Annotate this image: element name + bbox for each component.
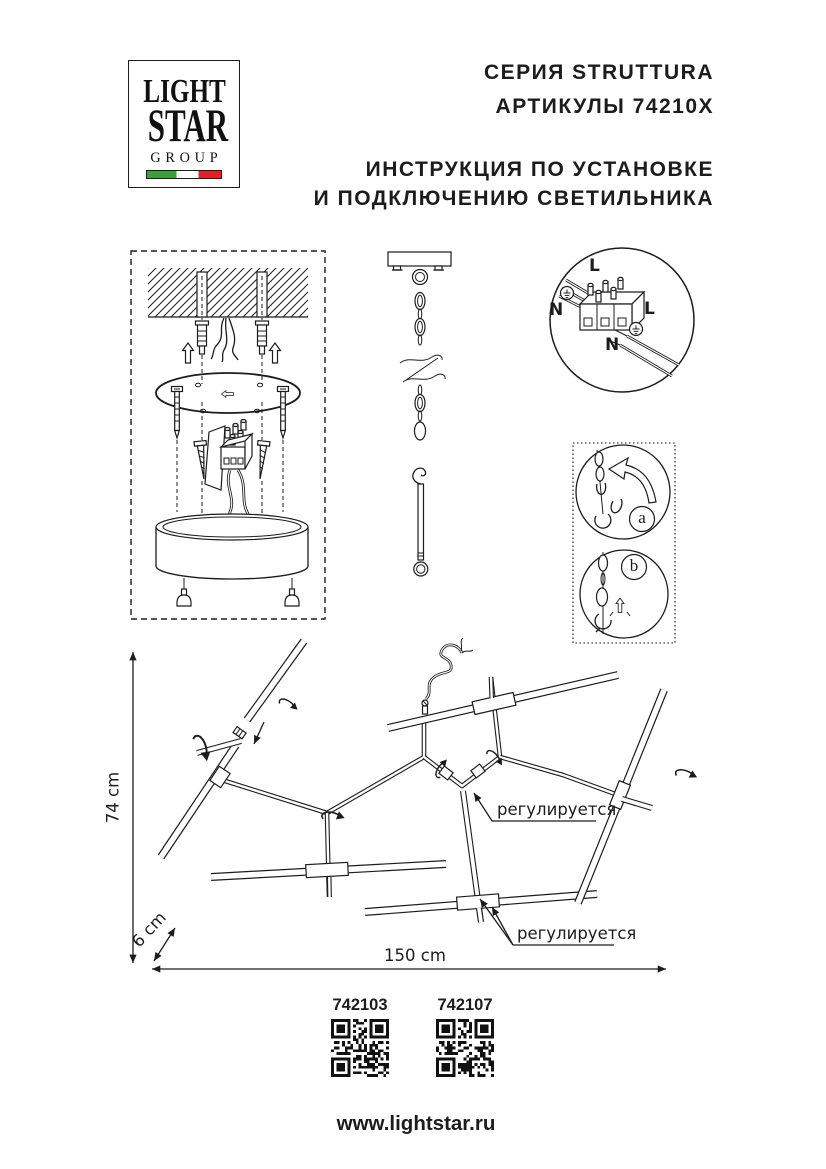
mount-screw (278, 387, 289, 439)
assembly-arrow-icon (254, 722, 264, 744)
insert-arrow-icon (183, 343, 194, 363)
detail-label-a: a (638, 508, 646, 527)
cap-nut (285, 578, 299, 606)
adjustable-label-1: регулируется (497, 800, 617, 819)
ceiling-wires (211, 318, 238, 362)
wall-anchor (256, 321, 269, 354)
rotate-icon (675, 765, 699, 783)
earth-symbol-icon (630, 323, 643, 336)
wire-label-l-left: L (589, 256, 600, 276)
lamp-rods (161, 641, 664, 912)
article-number: 742107 (437, 996, 493, 1014)
power-cord (426, 638, 473, 699)
qr-code-742107 (436, 1019, 494, 1077)
dimension-depth: 6 cm (128, 908, 170, 951)
chain-assembly-diagram (388, 252, 451, 576)
logo-word-group: GROUP (150, 150, 223, 166)
ceiling-mount-diagram (131, 251, 325, 619)
wire-label-n-left: N (549, 300, 564, 320)
doc-title-line1: ИНСТРУКЦИЯ ПО УСТАНОВКЕ (365, 158, 714, 181)
rotate-icon (278, 695, 300, 715)
article-series: АРТИКУЛЫ 74210X (495, 95, 714, 118)
adjustment-detail-a (576, 445, 670, 539)
wiring-detail (550, 248, 694, 392)
website-url: www.lightstar.ru (336, 1112, 496, 1135)
adjustment-details (573, 443, 675, 643)
wire-label-l-right: L (644, 299, 655, 319)
doc-title-line2: И ПОДКЛЮЧЕНИЮ СВЕТИЛЬНИКА (313, 187, 714, 210)
center-arrow-icon (221, 391, 233, 398)
adjustable-label-2: регулируется (517, 924, 637, 943)
dimension-height: 74 cm (103, 771, 123, 824)
earth-symbol-icon (561, 287, 574, 300)
logo-word-star: STAR (147, 100, 229, 152)
wire-label-n-right: N (605, 335, 620, 355)
series-title: СЕРИЯ STRUTTURA (483, 61, 714, 84)
article-number: 742103 (332, 996, 388, 1014)
canopy-screw (254, 440, 270, 479)
qr-code-742103 (331, 1019, 389, 1077)
suspension-rod (413, 468, 428, 576)
chain (400, 293, 445, 441)
cap-nut (177, 578, 191, 606)
insert-arrow-icon (270, 343, 281, 363)
rod-connector (233, 727, 246, 739)
logo-word-light: LIGHT (143, 73, 226, 110)
dimension-width: 150 cm (384, 946, 446, 965)
hanger-screw (422, 700, 428, 714)
mount-screw (172, 387, 183, 439)
ceiling-hatch (148, 268, 308, 317)
canopy (156, 514, 308, 579)
detail-label-b: b (629, 556, 639, 575)
wall-anchor (196, 321, 209, 354)
